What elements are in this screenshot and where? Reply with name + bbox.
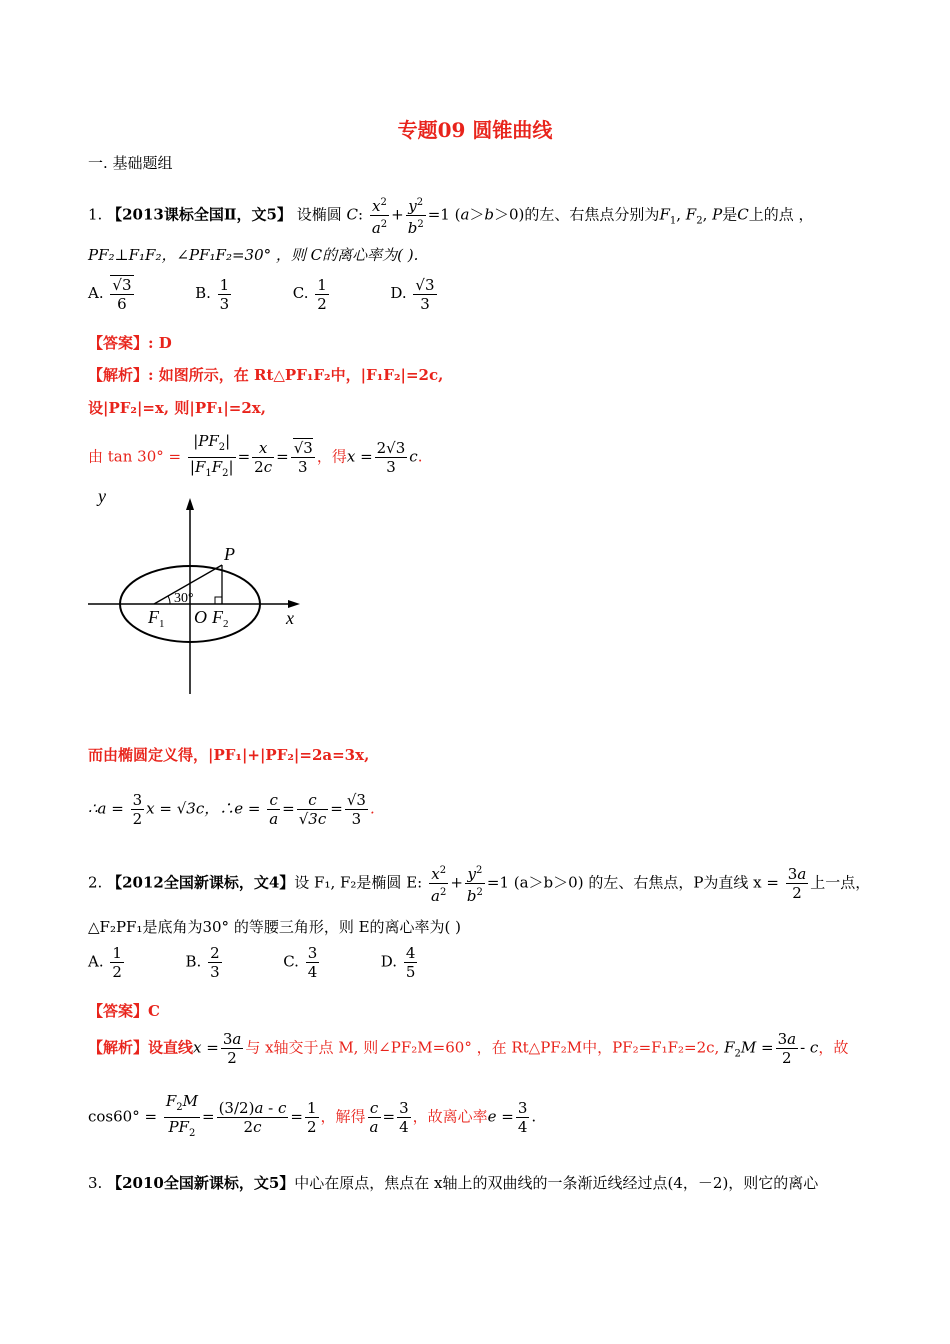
y-label: y: [98, 490, 106, 506]
question-text: =1 (a＞b＞0) 的左、右焦点，P为直线 x =: [486, 873, 779, 892]
question-1-line2: PF₂⊥F₁F₂，∠PF₁F₂=30° ，则 C的离心率为( ).: [88, 246, 419, 264]
formula-fraction: $\frac{y^2}{b^2}$: [465, 862, 485, 905]
formula-fraction: $\frac{3}{4}$: [517, 1099, 528, 1136]
question-text: 设 F₁, F₂是椭圆 E:: [294, 873, 423, 892]
point-p-label: P: [224, 544, 235, 564]
y-axis-arrow-icon: [186, 498, 194, 510]
option-a-value: $\frac{√3}{6}$: [112, 276, 132, 313]
analysis-2-line2: cos60° = $\frac{F_2M}{PF_2}$ = $\frac{(3/2)a - c}{2c}$ = $\frac{1}{2}$ ，解得 $\frac{c}{a}$ = $\frac{3}{4}$ ，故离心率e = $\frac{3}{4}$ .: [88, 1092, 536, 1143]
analysis-1-line2: 设|PF₂|=x, 则|PF₁|=2x,: [88, 399, 266, 417]
question-number: 1.: [88, 205, 103, 224]
formula-fraction: $\frac{x^2}{a^2}$: [370, 194, 389, 237]
option-d-label: D.: [390, 284, 407, 302]
question-3-stem: [88, 1172, 818, 1193]
option-b-value: $\frac{2}{3}$: [210, 944, 220, 981]
question-number: 3.: [88, 1174, 103, 1192]
question-text: 的左、右焦点分别为: [524, 205, 660, 224]
option-a-label: A.: [88, 284, 104, 302]
formula-fraction: $\frac{c}{a}$: [269, 791, 279, 828]
formula-fraction: $\frac{F_2M}{PF_2}$: [165, 1092, 198, 1139]
origin-label: O: [194, 607, 207, 627]
page-title: 专题09 圆锥曲线: [397, 118, 553, 142]
angle-label: 30°: [174, 591, 194, 606]
formula-fraction: $\frac{3}{2}$: [132, 791, 143, 828]
option-c-value: $\frac{1}{2}$: [317, 275, 327, 313]
formula-fraction: $\frac{1}{2}$: [306, 1099, 317, 1136]
right-angle-mark: [215, 597, 222, 604]
section-heading: 一. 基础题组: [88, 154, 173, 172]
answer-1: 【答案】: D: [88, 334, 172, 352]
formula-fraction: $\frac{3a}{2}$: [787, 865, 807, 902]
question-source: 【2013课标全国Ⅱ，文5】: [107, 205, 292, 224]
option-b-label: B.: [195, 284, 211, 302]
formula-fraction: $\frac{(3/2)a - c}{2c}$: [218, 1099, 287, 1136]
question-1-options: [88, 275, 439, 313]
option-d-value: $\frac{√3}{3}$: [415, 275, 435, 313]
option-c-label: C.: [283, 952, 299, 971]
option-a-value: $\frac{1}{2}$: [112, 944, 122, 981]
option-d-value: $\frac{4}{5}$: [405, 944, 416, 981]
option-d-label: D.: [380, 952, 398, 971]
formula-fraction: $\frac{x}{2c}$: [254, 439, 273, 476]
formula-fraction: $\frac{√3}{3}$: [346, 791, 366, 828]
analysis-1-line5: ∴a = $\frac{3}{2}$ x = √3c，∴e = $\frac{c}{a}$ = $\frac{c}{√3c}$ = $\frac{√3}{3}$ .: [88, 791, 375, 828]
analysis-2-line1: 【解析】设直线x = $\frac{3a}{2}$ 与 x轴交于点 M, 则∠PF₂M=60° ，在 Rt△PF₂M中，PF₂=F₁F₂=2c, $F_2M$ = $\frac{3a}{2}$ - c，故: [88, 1030, 849, 1067]
x-label: x: [286, 608, 294, 628]
formula-fraction: $\frac{3a}{2}$: [222, 1030, 242, 1067]
option-c-label: C.: [292, 284, 309, 302]
option-c-value: $\frac{3}{4}$: [307, 944, 318, 981]
question-text: 上的点 ，: [748, 205, 814, 224]
analysis-1-line3: 由 tan 30° = $\frac{|PF_2|}{|F_1F_2|}$ = $\frac{x}{2c}$ = $\frac{√3}{3}$ ，得x = $\frac{2√3}{3}$ c.: [88, 432, 422, 483]
formula-fraction: $\frac{c}{a}$: [369, 1099, 379, 1136]
formula-fraction: $\frac{3}{4}$: [399, 1099, 409, 1136]
svg-text:1: 1: [159, 618, 165, 630]
option-b-value: $\frac{1}{3}$: [219, 275, 230, 313]
question-2-line2: △F₂PF₁是底角为30° 的等腰三角形，则 E的离心率为( ): [88, 918, 462, 936]
question-source: 【2010全国新课标，文5】: [107, 1174, 295, 1192]
formula-fraction: $\frac{3a}{2}$: [777, 1030, 797, 1067]
question-text: 是: [722, 205, 738, 224]
answer-2: 【答案】C: [88, 1002, 160, 1020]
question-text: 上一点，: [810, 873, 871, 892]
point-f1-label: F: [148, 607, 159, 627]
analysis-1-line4: 而由椭圆定义得，|PF₁|+|PF₂|=2a=3x,: [88, 746, 370, 764]
x-axis-arrow-icon: [288, 600, 300, 608]
ellipse-figure: [82, 490, 312, 700]
question-2-options: [88, 944, 419, 981]
formula-fraction: $\frac{√3}{3}$: [291, 439, 315, 476]
question-number: 2.: [88, 873, 103, 892]
option-b-label: B.: [185, 952, 202, 971]
formula-fraction: $\frac{2√3}{3}$: [376, 439, 406, 476]
analysis-1-line1: 【解析】: 如图所示，在 Rt△PF₁F₂中，|F₁F₂|=2c,: [88, 366, 444, 384]
question-2-stem: 2. 【2012全国新课标，文4】设 F₁, F₂是椭圆 E: $\frac{x^2}{a^2}$ + $\frac{y^2}{b^2}$ =1 (a＞b＞0) 的左、右焦点，P为直线 x = $\frac{3a}{2}$ 上一点，: [88, 862, 870, 905]
formula-fraction: $\frac{x^2}{a^2}$: [429, 862, 448, 905]
formula-fraction: $\frac{|PF_2|}{|F_1F_2|}$: [189, 432, 234, 479]
formula-fraction: $\frac{c}{√3c}$: [298, 791, 327, 828]
point-f2-label: F: [212, 607, 223, 627]
option-a-label: A.: [88, 952, 104, 971]
angle-arc: [168, 596, 170, 604]
question-1-stem: 1. 【2013课标全国Ⅱ，文5】 设椭圆 C: $\frac{x^2}{a^2}$ + $\frac{y^2}{b^2}$ =1 (a＞b＞0)的左、右焦点分别为$F_1$, $F_2$, P是C上的点 ，: [88, 194, 814, 237]
question-text: 设椭圆: [296, 205, 342, 224]
formula-fraction: $\frac{y^2}{b^2}$: [406, 194, 426, 237]
question-source: 【2012全国新课标，文4】: [107, 873, 295, 892]
svg-text:2: 2: [223, 618, 229, 630]
question-text: 中心在原点，焦点在 x轴上的双曲线的一条渐近线经过点(4，－2)，则它的离心: [294, 1174, 819, 1192]
